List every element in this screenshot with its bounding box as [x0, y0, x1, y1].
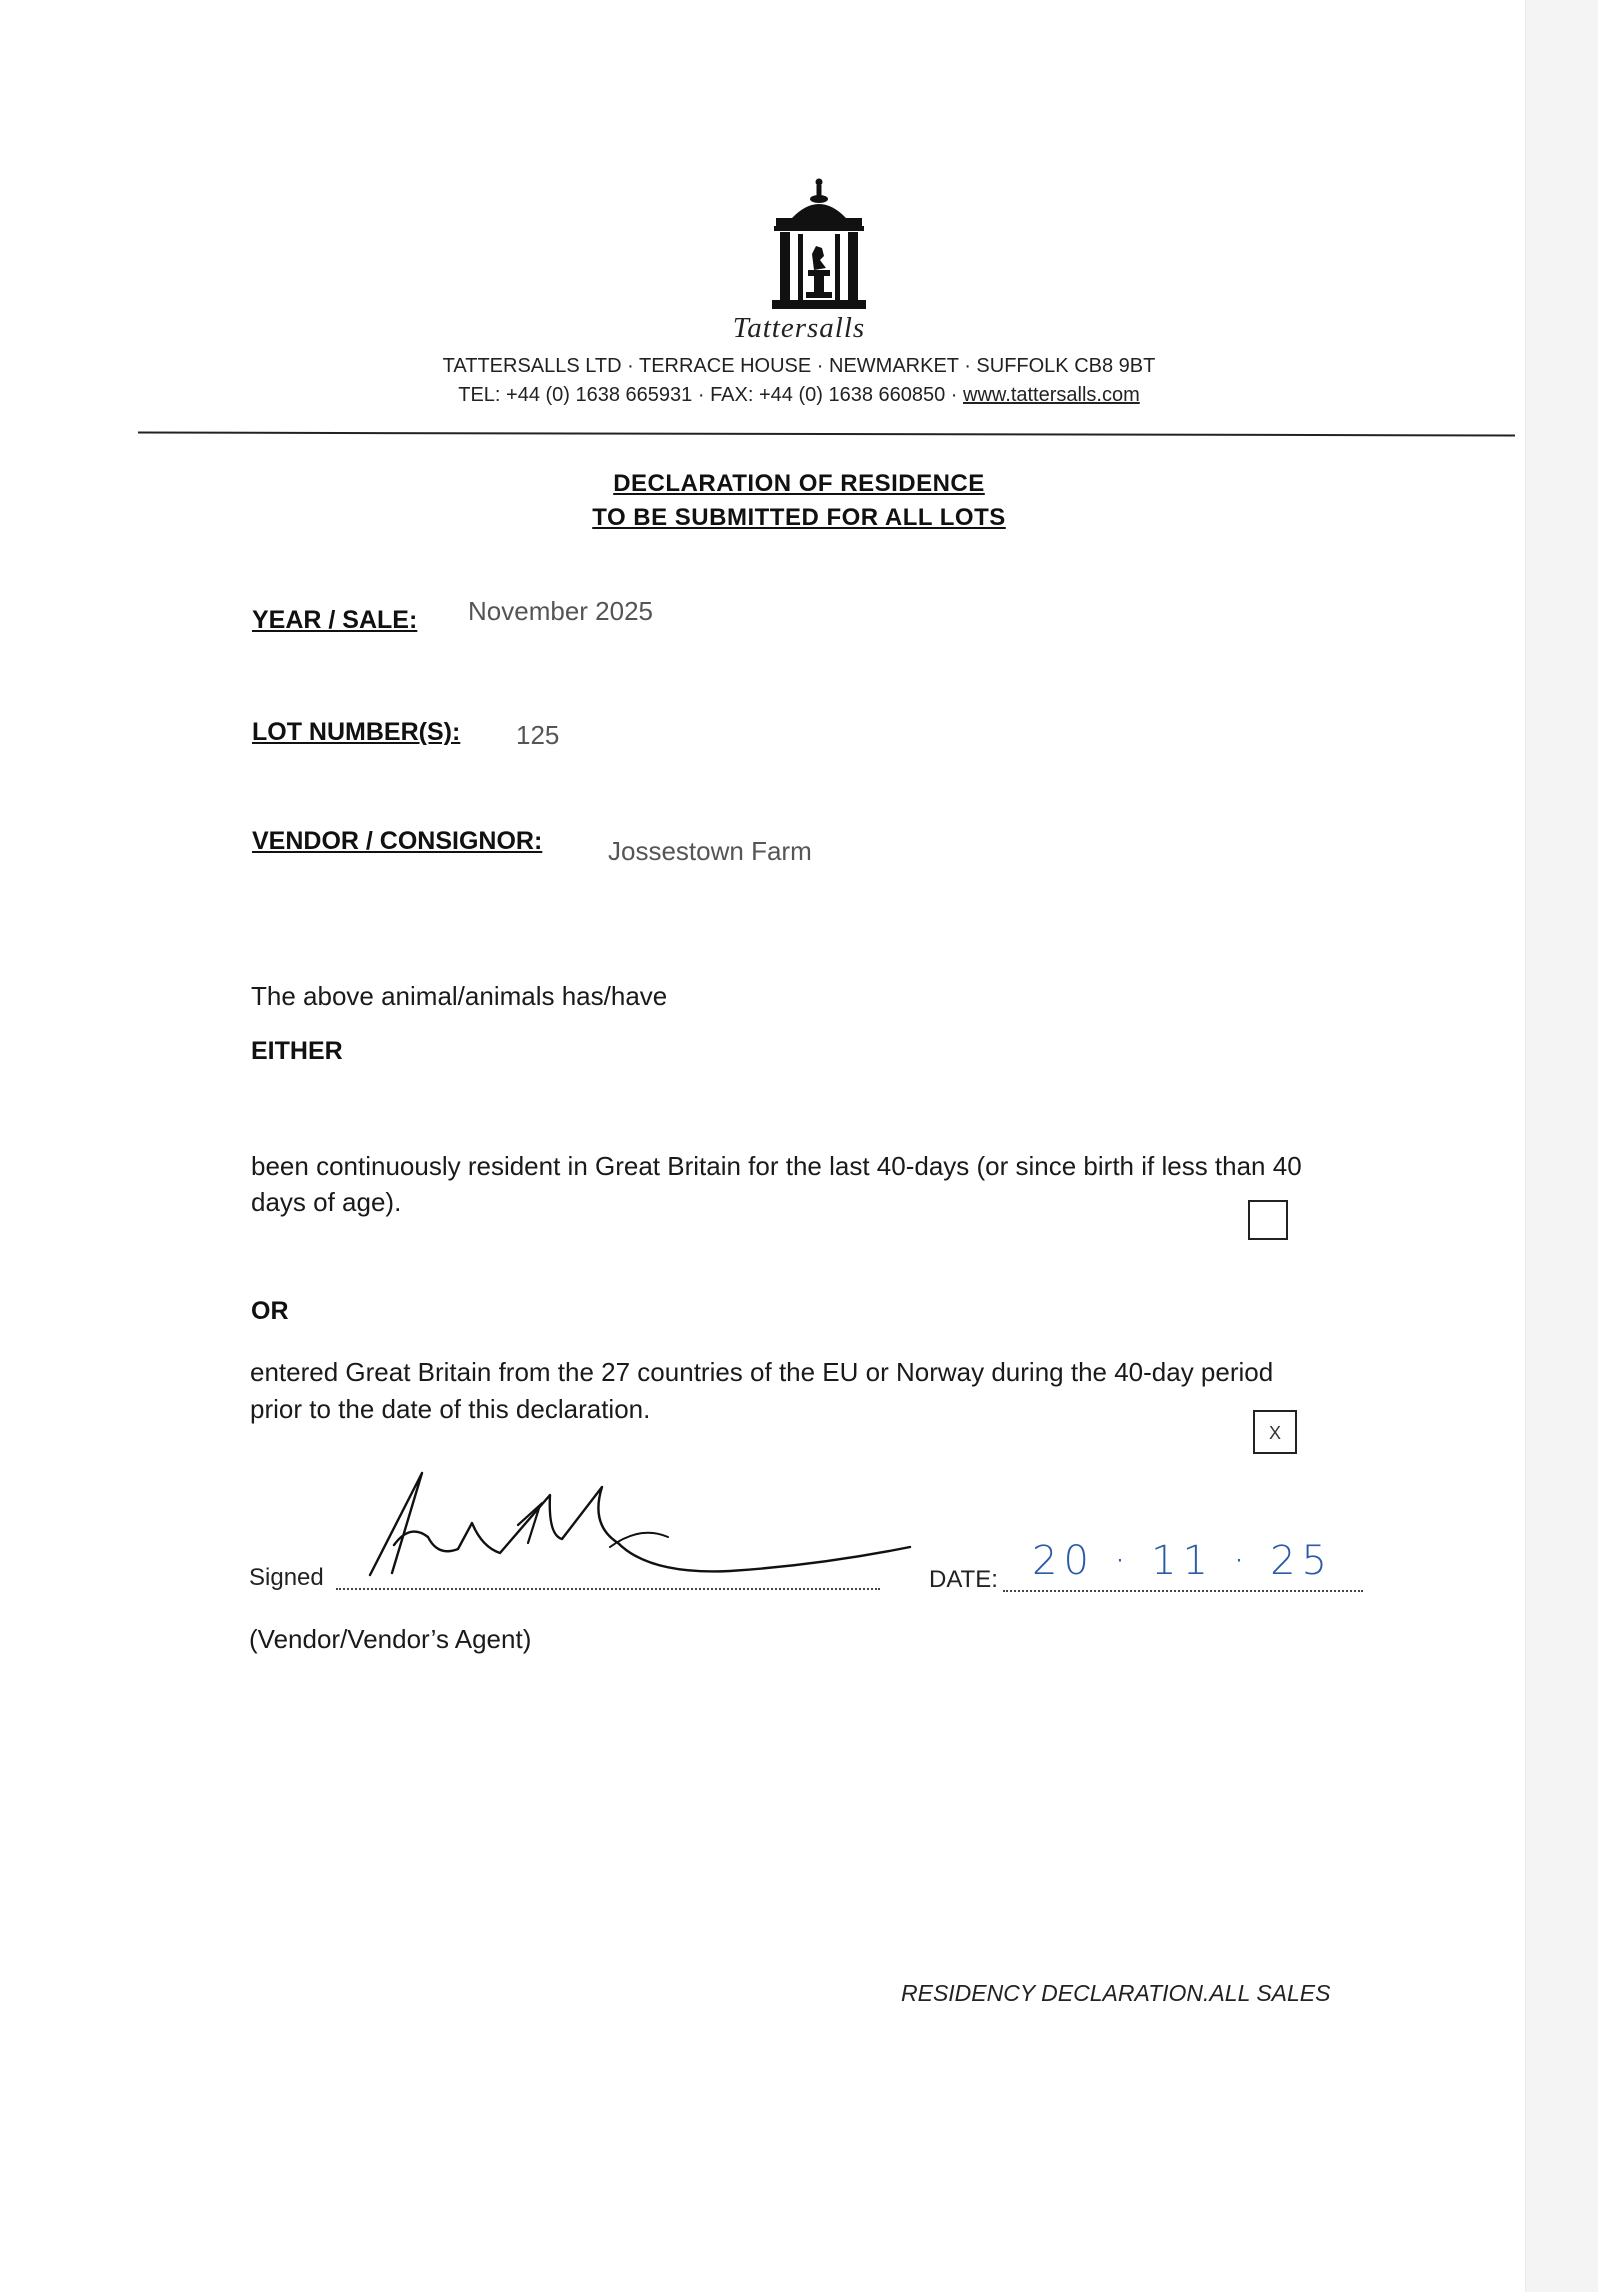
tattersalls-cupola-logo — [764, 176, 874, 316]
lot-number-value: 125 — [516, 720, 560, 750]
option2-text-line1: entered Great Britain from the 27 countries of the EU or Norway during the 40-day period — [250, 1357, 1274, 1387]
handwritten-signature[interactable] — [350, 1465, 920, 1595]
either-heading: EITHER — [251, 1037, 343, 1065]
brand-name: Tattersalls — [732, 312, 866, 344]
option1-checkbox[interactable] — [1248, 1200, 1288, 1240]
lot-number-label: LOT NUMBER(S): — [252, 718, 461, 746]
signer-role: (Vendor/Vendor’s Agent) — [249, 1624, 532, 1654]
document-title-line1: DECLARATION OF RESIDENCE — [613, 470, 985, 497]
header-divider — [138, 432, 1515, 437]
vendor-value: Jossestown Farm — [608, 836, 812, 866]
year-sale-value: November 2025 — [468, 596, 653, 626]
company-contact — [0, 384, 1598, 407]
declaration-intro: The above animal/animals has/have — [251, 981, 668, 1011]
company-address: TATTERSALLS LTD · TERRACE HOUSE · NEWMARKET · SUFFOLK CB8 9BT — [442, 355, 1156, 377]
date-label: DATE: — [929, 1566, 998, 1593]
document-title-line2: TO BE SUBMITTED FOR ALL LOTS — [592, 504, 1006, 531]
year-sale-label: YEAR / SALE: — [252, 606, 418, 634]
option2-text-line2: prior to the date of this declaration. — [250, 1394, 651, 1424]
option1-text-line1: been continuously resident in Great Britain for the last 40-days (or since birth if less than 40 — [251, 1151, 1302, 1181]
signed-label: Signed — [249, 1564, 324, 1591]
handwritten-date: 20 · 11 · 25 — [1032, 1538, 1333, 1584]
option2-checkbox[interactable]: X — [1253, 1410, 1297, 1454]
footer-document-id: RESIDENCY DECLARATION.ALL SALES — [901, 1980, 1331, 2006]
website-link[interactable]: www.tattersalls.com — [963, 384, 1140, 406]
vendor-label: VENDOR / CONSIGNOR: — [252, 827, 543, 855]
or-heading: OR — [251, 1297, 289, 1325]
option1-text-line2: days of age). — [251, 1187, 402, 1217]
phone-fax: TEL: +44 (0) 1638 665931 · FAX: +44 (0) 1638 660850 · — [458, 384, 964, 406]
